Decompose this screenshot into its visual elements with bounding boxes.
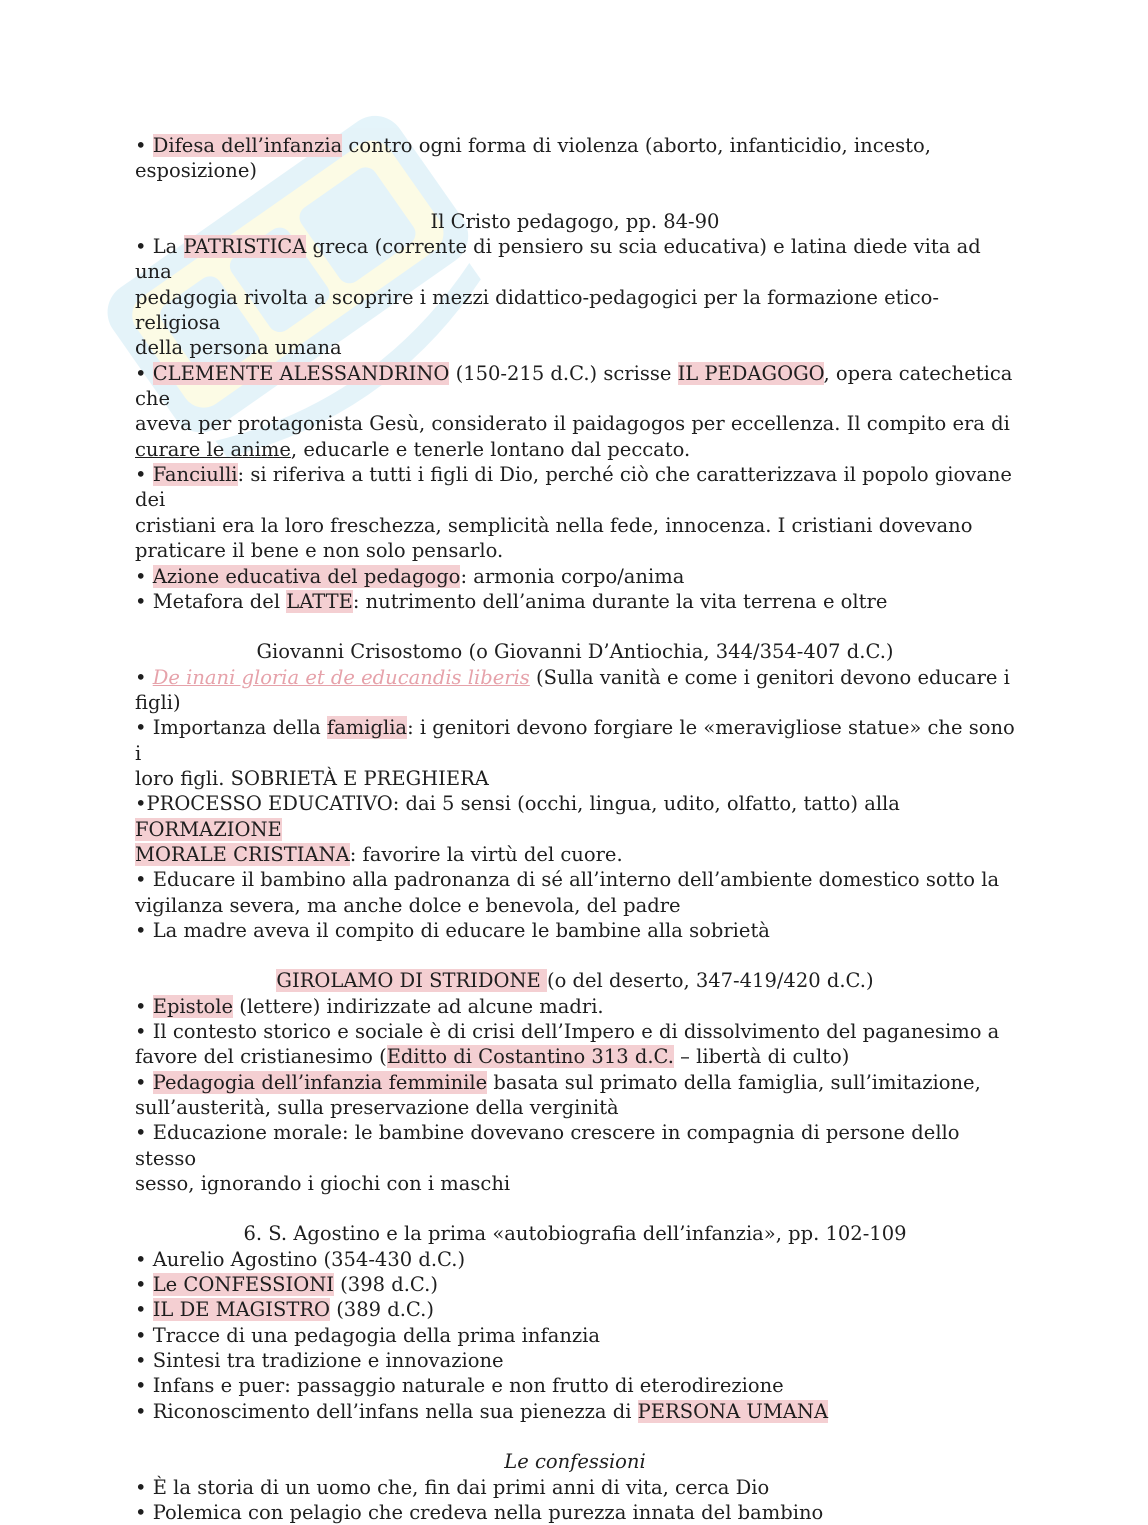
- highlight: PATRISTICA: [183, 235, 307, 259]
- bullet-sintesi: • Sintesi tra tradizione e innovazione: [135, 1349, 504, 1373]
- text-line: curare le anime, educarle e tenerle lontano dal peccato.: [135, 437, 691, 461]
- section-heading-cristo-pedagogo: Il Cristo pedagogo, pp. 84-90: [430, 209, 720, 233]
- highlight: PERSONA UMANA: [637, 1399, 829, 1423]
- underlined-text: curare le anime: [135, 437, 291, 461]
- bullet-de-inani-gloria: • De inani gloria et de educandis liberis (Sulla vanità e come i genitori devono educare i figli): [135, 665, 1010, 714]
- section-heading-girolamo: GIROLAMO DI STRIDONE (o del deserto, 347-419/420 d.C.): [276, 969, 874, 993]
- text-line: aveva per protagonista Gesù, considerato il paidagogos per eccellenza. Il compito era di: [135, 412, 1010, 436]
- bullet-educare-bambino: • Educare il bambino alla padronanza di sé all’interno dell’ambiente domestico sotto la: [135, 868, 1000, 892]
- bullet-de-magistro: • IL DE MAGISTRO (389 d.C.): [135, 1298, 434, 1322]
- highlight: famiglia: [326, 716, 408, 740]
- bullet-fanciulli: • Fanciulli: si riferiva a tutti i figli di Dio, perché ciò che caratterizzava il popolo giovane dei: [135, 463, 1012, 512]
- bullet-epistole: • Epistole (lettere) indirizzate ad alcune madri.: [135, 994, 604, 1018]
- bullet-famiglia: • Importanza della famiglia: i genitori devono forgiare le «meravigliose statue» che sono i: [135, 716, 1015, 765]
- highlight: FORMAZIONE: [135, 817, 282, 841]
- bullet-clemente: • CLEMENTE ALESSANDRINO (150-215 d.C.) scrisse IL PEDAGOGO, opera catechetica che: [135, 361, 1013, 411]
- highlight: Pedagogia dell’infanzia femminile: [152, 1070, 488, 1094]
- section-heading-crisostomo: Giovanni Crisostomo (o Giovanni D’Antiochia, 344/354-407 d.C.): [256, 640, 894, 664]
- highlight: Azione educativa del pedagogo: [152, 564, 461, 588]
- text-line: della persona umana: [135, 336, 342, 360]
- text-line: loro figli. SOBRIETÀ E PREGHIERA: [135, 766, 489, 790]
- bullet-infans-puer: • Infans e puer: passaggio naturale e non frutto di eterodirezione: [135, 1374, 784, 1398]
- text-line: MORALE CRISTIANA: favorire la virtù del cuore.: [135, 842, 623, 866]
- bullet-processo-educativo: •PROCESSO EDUCATIVO: dai 5 sensi (occhi, lingua, udito, olfatto, tatto) alla FORMAZIONE: [135, 792, 900, 841]
- highlight: Fanciulli: [152, 463, 238, 487]
- bullet-educazione-morale: • Educazione morale: le bambine dovevano crescere in compagnia di persone dello stesso: [135, 1121, 960, 1170]
- bullet-madre: • La madre aveva il compito di educare le bambine alla sobrietà: [135, 918, 770, 942]
- document-body: [135, 133, 1015, 1525]
- bullet-aurelio: • Aurelio Agostino (354-430 d.C.): [135, 1247, 466, 1271]
- section-heading-le-confessioni: Le confessioni: [504, 1450, 646, 1474]
- text-line: vigilanza severa, ma anche dolce e benevola, del padre: [135, 893, 681, 917]
- section-heading-agostino: 6. S. Agostino e la prima «autobiografia dell’infanzia», pp. 102-109: [243, 1222, 907, 1246]
- bullet-pedagogia-femminile: • Pedagogia dell’infanzia femminile basata sul primato della famiglia, sull’imitazione,: [135, 1070, 981, 1094]
- highlight: Difesa dell’infanzia: [152, 134, 343, 157]
- highlight: IL PEDAGOGO: [677, 361, 824, 385]
- text-line: favore del cristianesimo (Editto di Costantino 313 d.C. – libertà di culto): [135, 1045, 850, 1069]
- highlight: IL DE MAGISTRO: [152, 1298, 330, 1322]
- highlight: LATTE: [286, 589, 353, 613]
- highlight: CLEMENTE ALESSANDRINO: [152, 361, 450, 385]
- highlight: Epistole: [152, 994, 234, 1018]
- bullet-riconoscimento: • Riconoscimento dell’infans nella sua pienezza di PERSONA UMANA: [135, 1399, 829, 1423]
- bullet-latte: • Metafora del LATTE: nutrimento dell’anima durante la vita terrena e oltre: [135, 589, 888, 613]
- text-line: pedagogia rivolta a scoprire i mezzi didattico-pedagogici per la formazione etico-religiosa: [135, 285, 939, 335]
- bullet-polemica-pelagio: • Polemica con pelagio che credeva nella purezza innata del bambino: [135, 1500, 824, 1524]
- bullet-tracce: • Tracce di una pedagogia della prima infanzia: [135, 1323, 601, 1347]
- bullet-contesto-storico: • Il contesto storico e sociale è di crisi dell’Impero e di dissolvimento del paganesimo a: [135, 1020, 1000, 1043]
- work-title-link[interactable]: De inani gloria et de educandis liberis: [152, 665, 530, 689]
- bullet-storia-uomo: • È la storia di un uomo che, fin dai primi anni di vita, cerca Dio: [135, 1475, 770, 1499]
- bullet-azione-educativa: • Azione educativa del pedagogo: armonia corpo/anima: [135, 564, 685, 588]
- text-line: esposizione): [135, 159, 257, 183]
- text-line: cristiani era la loro freschezza, semplicità nella fede, innocenza. I cristiani dovevano: [135, 513, 973, 537]
- bullet-patristica: • La PATRISTICA greca (corrente di pensiero su scia educativa) e latina diede vita ad una: [135, 235, 981, 284]
- highlight: GIROLAMO DI STRIDONE: [276, 969, 547, 993]
- highlight: Le CONFESSIONI: [152, 1273, 334, 1297]
- text-line: sull’austerità, sulla preservazione della verginità: [135, 1096, 619, 1120]
- bullet-difesa-infanzia: • Difesa dell’infanzia contro ogni forma di violenza (aborto, infanticidio, incesto,: [135, 134, 931, 157]
- text-line: sesso, ignorando i giochi con i maschi: [135, 1172, 511, 1196]
- highlight: Editto di Costantino 313 d.C.: [386, 1045, 674, 1069]
- highlight: MORALE CRISTIANA: [135, 842, 350, 866]
- bullet-confessioni: • Le CONFESSIONI (398 d.C.): [135, 1273, 438, 1297]
- text-line: praticare il bene e non solo pensarlo.: [135, 539, 504, 563]
